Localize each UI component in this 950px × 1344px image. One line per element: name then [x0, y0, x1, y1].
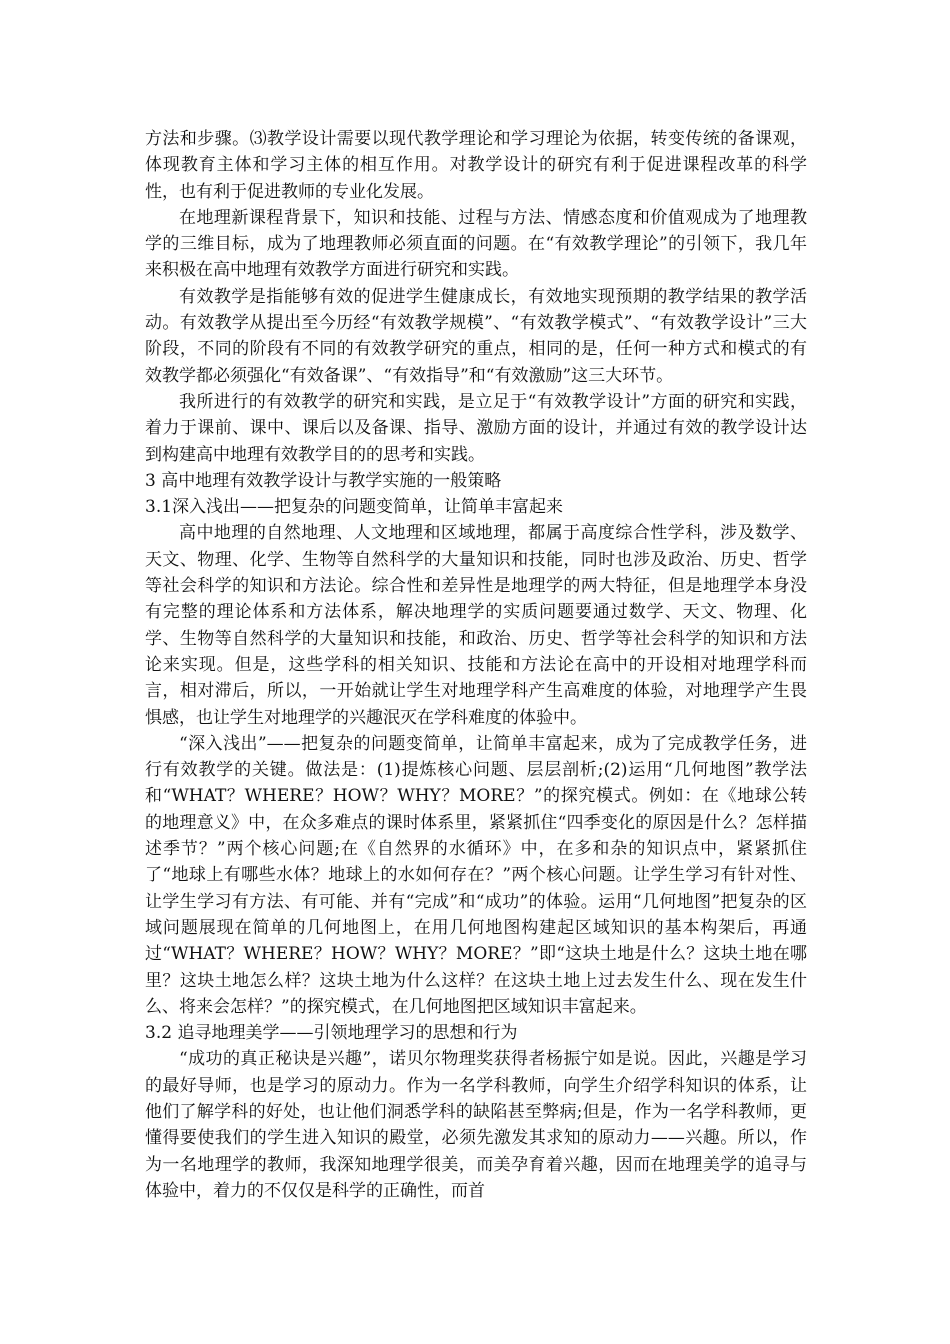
subsection-heading: 3.2 追寻地理美学——引领地理学习的思想和行为	[145, 1023, 518, 1044]
body-paragraph: 高中地理的自然地理、人文地理和区域地理，都属于高度综合性学科，涉及数学、天文、物理、化学、生物等自然科学的大量知识和技能，同时也涉及政治、历史、哲学等社会科学的知识和方法论。综合性和差异性是地理学的两大特征，但是地理学本身没有完整的理论体系和方法体系，解决地理学的实质问题要通过数学、天文、物理、化学、生物等自然科学的大量知识和技能，和政治、历史、哲学等社会科学的知识和方法论来实现。但是，这些学科的相关知识、技能和方法论在高中的开设相对地理学科而言，相对滞后，所以，一开始就让学生对地理学科产生高难度的体验，对地理学产生畏惧感，也让学生对地理学的兴趣泯灭在学科难度的体验中。	[145, 523, 807, 728]
body-paragraph: “深入浅出”——把复杂的问题变简单，让简单丰富起来，成为了完成教学任务，进行有效教学的关键。做法是：(1)提炼核心问题、层层剖析;(2)运用“几何地图”教学法和“WHAT？WHERE？HOW？WHY？MORE？”的探究模式。例如：在《地球公转的地理意义》中，在众多难点的课时体系里，紧紧抓住“四季变化的原因是什么？怎样描述季节？”两个核心问题;在《自然界的水循环》中，在多和杂的知识点中，紧紧抓住了“地球上有哪些水体？地球上的水如何存在？”两个核心问题。让学生学习有针对性、让学生学习有方法、有可能、并有“完成”和“成功”的体验。运用“几何地图”把复杂的区域问题展现在简单的几何地图上，在用几何地图构建起区域知识的基本构架后，再通过“WHAT？WHERE？HOW？WHY？MORE？”即“这块土地是什么？这块土地在哪里？这块土地怎么样？这块土地为什么这样？在这块土地上过去发生什么、现在发生什么、将来会怎样？”的探究模式，在几何地图把区域知识丰富起来。	[145, 733, 807, 1017]
body-paragraph: “成功的真正秘诀是兴趣”，诺贝尔物理奖获得者杨振宁如是说。因此，兴趣是学习的最好导师，也是学习的原动力。作为一名学科教师，向学生介绍学科知识的体系，让他们了解学科的好处，也让他们洞悉学科的缺陷甚至弊病;但是，作为一名学科教师，更懂得要使我们的学生进入知识的殿堂，必须先激发其求知的原动力——兴趣。所以，作为一名地理学的教师，我深知地理学很美，而美孕育着兴趣，因而在地理美学的追寻与体验中，着力的不仅仅是科学的正确性，而首	[145, 1049, 807, 1201]
body-paragraph: 在地理新课程背景下，知识和技能、过程与方法、情感态度和价值观成为了地理教学的三维目标，成为了地理教师必须直面的问题。在“有效教学理论”的引领下，我几年来积极在高中地理有效教学方面进行研究和实践。	[145, 207, 807, 281]
section-heading: 3 高中地理有效教学设计与教学实施的一般策略	[145, 470, 502, 491]
body-paragraph: 有效教学是指能够有效的促进学生健康成长，有效地实现预期的教学结果的教学活动。有效教学从提出至今历经“有效教学规模”、“有效教学模式”、“有效教学设计”三大阶段，不同的阶段有不同的有效教学研究的重点，相同的是，任何一种方式和模式的有效教学都必须强化“有效备课”、“有效指导”和“有效激励”这三大环节。	[145, 286, 807, 386]
body-paragraph: 我所进行的有效教学的研究和实践，是立足于“有效教学设计”方面的研究和实践，着力于课前、课中、课后以及备课、指导、激励方面的设计，并通过有效的教学设计达到构建高中地理有效教学目的的思考和实践。	[145, 391, 807, 465]
subsection-heading: 3.1深入浅出——把复杂的问题变简单，让简单丰富起来	[145, 497, 564, 518]
body-paragraph: 方法和步骤。⑶教学设计需要以现代教学理论和学习理论为依据，转变传统的备课观，体现教育主体和学习主体的相互作用。对教学设计的研究有利于促进课程改革的科学性，也有利于促进教师的专业化发展。	[145, 129, 807, 202]
document-page	[145, 126, 807, 1204]
